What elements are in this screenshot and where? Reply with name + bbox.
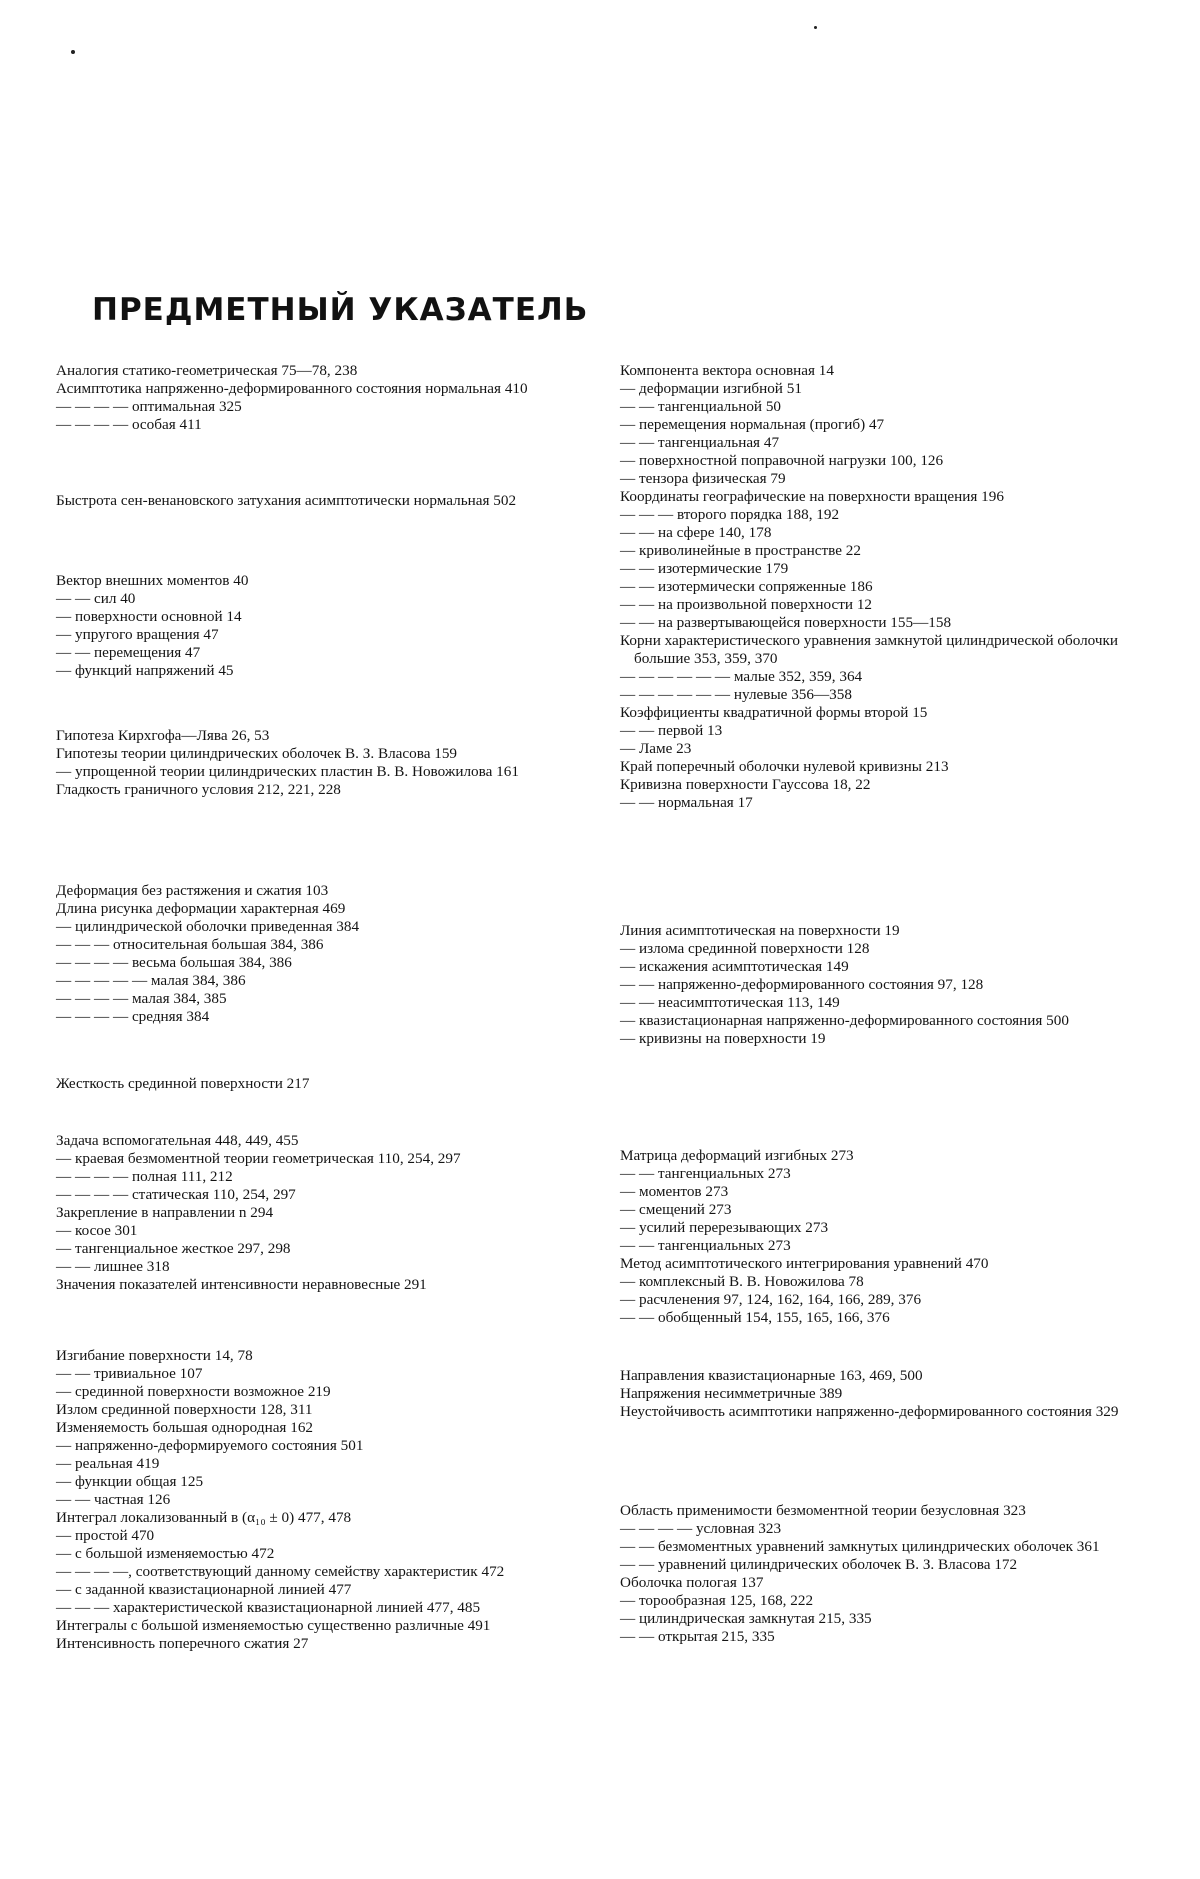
index-entry: — — — — полная 111, 212 [56, 1168, 233, 1185]
index-entry: — простой 470 [56, 1527, 155, 1544]
index-entry: — — тангенциальных 273 [620, 1165, 791, 1182]
index-entry: — — — — — — нулевые 356—358 [620, 686, 852, 703]
index-entry: — комплексный В. В. Новожилова 78 [620, 1273, 864, 1290]
index-entry: — цилиндрической оболочки приведенная 384 [56, 918, 360, 935]
index-letter-group [56, 1347, 556, 1653]
index-letter-group [56, 572, 556, 680]
index-entry: — — тривиальное 107 [56, 1365, 203, 1382]
index-entry: Гипотеза Кирхгофа—Лява 26, 53 [56, 727, 270, 744]
index-entry: Задача вспомогательная 448, 449, 455 [56, 1132, 299, 1149]
index-letter-group [56, 362, 556, 434]
index-entry: — — обобщенный 154, 155, 165, 166, 376 [620, 1309, 890, 1326]
index-entry: — — неасимптотическая 113, 149 [620, 994, 840, 1011]
index-entry: — — — — малая 384, 385 [56, 990, 227, 1007]
index-entry: Изменяемость большая однородная 162 [56, 1419, 314, 1436]
index-entry: Напряжения несимметричные 389 [620, 1385, 843, 1402]
index-entry: — — тангенциальных 273 [620, 1237, 791, 1254]
index-entry: — перемещения нормальная (прогиб) 47 [620, 416, 885, 433]
index-entry: — криволинейные в пространстве 22 [620, 542, 861, 559]
index-entry: — — сил 40 [56, 590, 136, 607]
index-entry: Изгибание поверхности 14, 78 [56, 1347, 253, 1364]
index-entry: Область применимости безмоментной теории безусловная 323 [620, 1502, 1026, 1519]
index-entry: Кривизна поверхности Гауссова 18, 22 [620, 776, 871, 793]
index-entry: Линия асимптотическая на поверхности 19 [620, 922, 900, 939]
index-entry: Гладкость граничного условия 212, 221, 228 [56, 781, 341, 798]
index-entry: — — — — — малая 384, 386 [56, 972, 246, 989]
index-entry: — — изотермические 179 [620, 560, 789, 577]
index-entry: Закрепление в направлении n 294 [56, 1204, 274, 1221]
index-entry: — — на сфере 140, 178 [620, 524, 772, 541]
index-entry: — — — — особая 411 [56, 416, 202, 433]
scan-speck [71, 50, 75, 54]
index-letter-group [56, 882, 556, 1026]
index-entry: Координаты географические на поверхности вращения 196 [620, 488, 1004, 505]
index-entry: Деформация без растяжения и сжатия 103 [56, 882, 329, 899]
index-entry: Интенсивность поперечного сжатия 27 [56, 1635, 309, 1652]
page-title: ПРЕДМЕТНЫЙ УКАЗАТЕЛЬ [92, 292, 589, 328]
index-entry: — моментов 273 [620, 1183, 729, 1200]
index-entry: Асимптотика напряженно-деформированного состояния нормальная 410 [56, 380, 528, 397]
index-entry: — расчленения 97, 124, 162, 164, 166, 289, 376 [620, 1291, 922, 1308]
index-entry: Коэффициенты квадратичной формы второй 15 [620, 704, 928, 721]
index-entry: Быстрота сен-венановского затухания асимптотически нормальная 502 [56, 492, 517, 509]
index-entry: — — — второго порядка 188, 192 [620, 506, 840, 523]
index-entry: Корни характеристического уравнения замкнутой цилиндрической оболочки большие 353, 359, 370 [620, 632, 1119, 667]
index-entry: — упругого вращения 47 [56, 626, 219, 643]
index-entry: — поверхности основной 14 [56, 608, 242, 625]
index-entry: — — — — весьма большая 384, 386 [56, 954, 292, 971]
index-letter-group [56, 727, 556, 799]
index-entry: — — — —, соответствующий данному семейству характеристик 472 [56, 1563, 505, 1580]
index-entry: Матрица деформаций изгибных 273 [620, 1147, 854, 1164]
index-entry: — — на развертывающейся поверхности 155—158 [620, 614, 952, 631]
index-entry: — с заданной квазистационарной линией 477 [56, 1581, 352, 1598]
index-entry: — — изотермически сопряженные 186 [620, 578, 873, 595]
index-letter-group [620, 1367, 1120, 1421]
index-entry: — — — характеристической квазистационарной линией 477, 485 [56, 1599, 481, 1616]
index-entry: — с большой изменяемостью 472 [56, 1545, 275, 1562]
index-entry: Неустойчивость асимптотики напряженно-деформированного состояния 329 [620, 1403, 1119, 1420]
index-entry: Край поперечный оболочки нулевой кривизны 213 [620, 758, 949, 775]
index-entry: — тензора физическая 79 [620, 470, 786, 487]
index-entry: — функции общая 125 [56, 1473, 204, 1490]
index-entry: Гипотезы теории цилиндрических оболочек В. З. Власова 159 [56, 745, 458, 762]
index-entry: — кривизны на поверхности 19 [620, 1030, 826, 1047]
index-entry: — цилиндрическая замкнутая 215, 335 [620, 1610, 872, 1627]
index-entry: Значения показателей интенсивности неравновесные 291 [56, 1276, 427, 1293]
index-entry: — тангенциальное жесткое 297, 298 [56, 1240, 291, 1257]
scan-speck [814, 26, 817, 29]
index-entry: — функций напряжений 45 [56, 662, 234, 679]
index-entry: — деформации изгибной 51 [620, 380, 802, 397]
index-entry: Интеграл локализованный в (α₁₀ ± 0) 477, 478 [56, 1509, 352, 1526]
index-entry: — напряженно-деформируемого состояния 501 [56, 1437, 364, 1454]
index-entry: Метод асимптотического интегрирования уравнений 470 [620, 1255, 989, 1272]
index-entry: — поверхностной поправочной нагрузки 100, 126 [620, 452, 944, 469]
index-entry: — — — — условная 323 [620, 1520, 782, 1537]
index-letter-group [620, 922, 1120, 1048]
index-entry: — — безмоментных уравнений замкнутых цилиндрических оболочек 361 [620, 1538, 1100, 1555]
index-letter-group [56, 492, 556, 510]
index-entry: — усилий перерезывающих 273 [620, 1219, 829, 1236]
index-entry: — торообразная 125, 168, 222 [620, 1592, 814, 1609]
index-entry: — квазистационарная напряженно-деформированного состояния 500 [620, 1012, 1069, 1029]
index-entry: — — нормальная 17 [620, 794, 753, 811]
index-entry: — — лишнее 318 [56, 1258, 170, 1275]
index-entry: Оболочка пологая 137 [620, 1574, 764, 1591]
index-letter-group [620, 1147, 1120, 1327]
index-entry: — — — — — — малые 352, 359, 364 [620, 668, 863, 685]
index-entry: — смещений 273 [620, 1201, 732, 1218]
index-letter-group [620, 362, 1120, 812]
index-entry: — излома срединной поверхности 128 [620, 940, 870, 957]
index-letter-group [56, 1075, 556, 1093]
index-entry: — — — — оптимальная 325 [56, 398, 242, 415]
index-entry: — — на произвольной поверхности 12 [620, 596, 873, 613]
index-entry: — — — относительная большая 384, 386 [56, 936, 324, 953]
index-entry: — — — — средняя 384 [56, 1008, 210, 1025]
index-entry: — — перемещения 47 [56, 644, 201, 661]
index-entry: — упрощенной теории цилиндрических пластин В. В. Новожилова 161 [56, 763, 519, 780]
index-entry: Излом срединной поверхности 128, 311 [56, 1401, 313, 1418]
index-entry: — — первой 13 [620, 722, 723, 739]
index-letter-group [56, 1132, 556, 1294]
index-entry: — — тангенциальной 50 [620, 398, 782, 415]
index-entry: — — — — статическая 110, 254, 297 [56, 1186, 296, 1203]
index-entry: Аналогия статико-геометрическая 75—78, 238 [56, 362, 358, 379]
index-entry: — — частная 126 [56, 1491, 171, 1508]
index-entry: — — открытая 215, 335 [620, 1628, 775, 1645]
index-letter-group [620, 1502, 1120, 1646]
index-entry: — косое 301 [56, 1222, 138, 1239]
index-entry: — срединной поверхности возможное 219 [56, 1383, 331, 1400]
index-entry: Длина рисунка деформации характерная 469 [56, 900, 346, 917]
index-entry: — реальная 419 [56, 1455, 160, 1472]
index-entry: — — тангенциальная 47 [620, 434, 780, 451]
index-entry: — краевая безмоментной теории геометрическая 110, 254, 297 [56, 1150, 461, 1167]
index-entry: — — напряженно-деформированного состояния 97, 128 [620, 976, 984, 993]
index-entry: Жесткость срединной поверхности 217 [56, 1075, 310, 1092]
index-entry: — Ламе 23 [620, 740, 692, 757]
index-entry: — — уравнений цилиндрических оболочек В. З. Власова 172 [620, 1556, 1018, 1573]
index-entry: Направления квазистационарные 163, 469, 500 [620, 1367, 923, 1384]
index-entry: Компонента вектора основная 14 [620, 362, 834, 379]
index-entry: Интегралы с большой изменяемостью существенно различные 491 [56, 1617, 491, 1634]
index-entry: Вектор внешних моментов 40 [56, 572, 249, 589]
index-entry: — искажения асимптотическая 149 [620, 958, 849, 975]
